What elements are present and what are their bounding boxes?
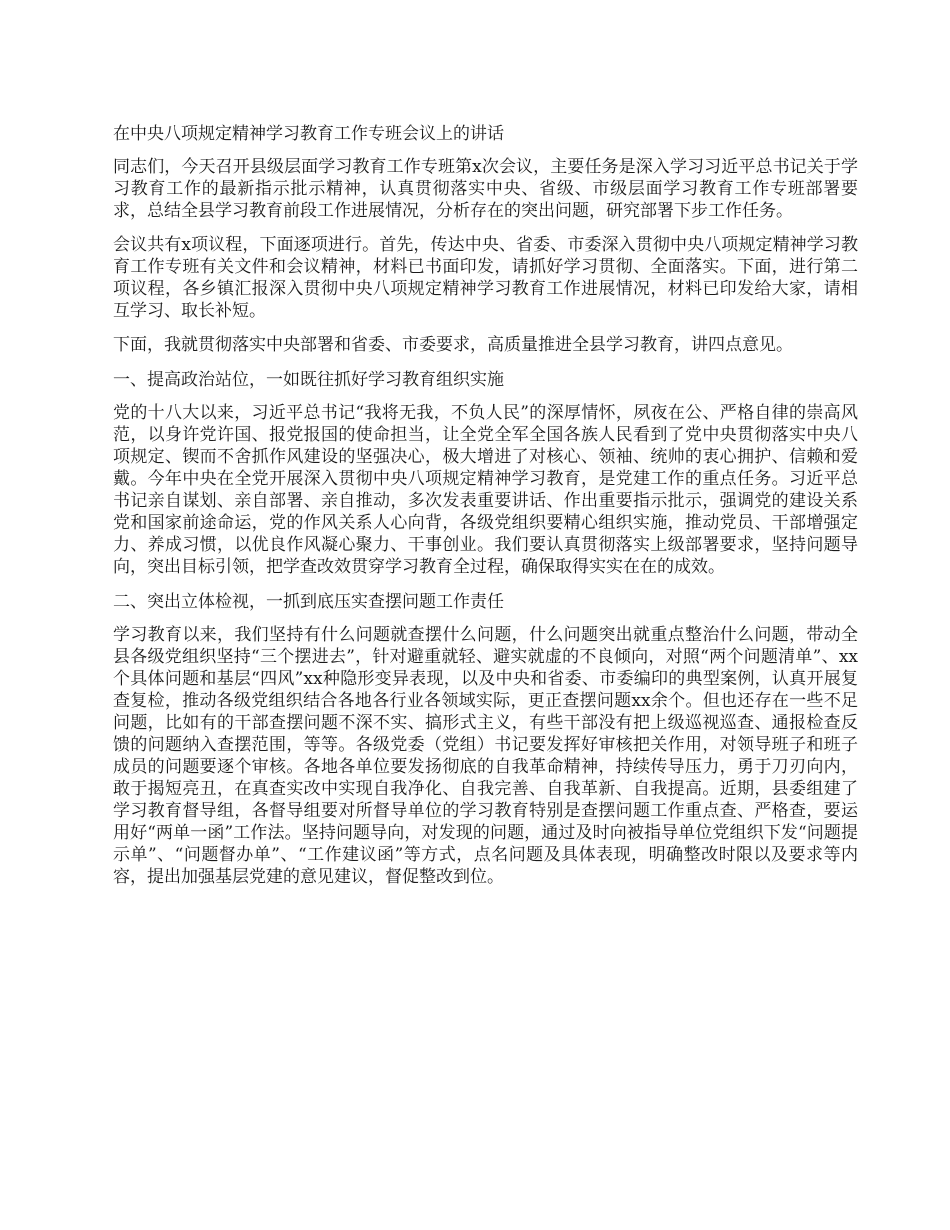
transition-paragraph: 下面，我就贯彻落实中央部署和省委、市委要求，高质量推进全县学习教育，讲四点意见。	[113, 335, 793, 355]
agenda-paragraph: 会议共有x项议程，下面逐项进行。首先，传达中央、省委、市委深入贯彻中央八项规定精神学习教育工作专班有关文件和会议精神，材料已书面印发，请抓好学习贯彻、全面落实。下面，进行第二项议程，各乡镇汇报深入贯彻中央八项规定精神学习教育工作进展情况，材料已印发给大家，请相互学习、取长补短。	[113, 235, 858, 321]
intro-paragraph: 同志们，今天召开县级层面学习教育工作专班第x次会议，主要任务是深入学习习近平总书记关于学习教育工作的最新指示批示精神，认真贯彻落实中央、省级、市级层面学习教育工作专班部署要求，总结全县学习教育前段工作进展情况，分析存在的突出问题，研究部署下步工作任务。	[113, 157, 858, 221]
section-1-heading: 一、提高政治站位，一如既往抓好学习教育组织实施	[113, 370, 504, 390]
section-1-body: 党的十八大以来，习近平总书记“我将无我，不负人民”的深厚情怀，夙夜在公、严格自律的崇高风范，以身许党许国、报党报国的使命担当，让全党全军全国各族人民看到了党中央贯彻落实中央八项规定、锲而不舍抓作风建设的坚强决心，极大增进了对核心、领袖、统帅的衷心拥护、信赖和爱戴。今年中央在全党开展深入贯彻中央八项规定精神学习教育，是党建工作的重点任务。习近平总书记亲自谋划、亲自部署、亲自推动，多次发表重要讲话、作出重要指示批示，强调党的建设关系党和国家前途命运，党的作风关系人心向背，各级党组织要精心组织实施，推动党员、干部增强定力、养成习惯，以优良作风凝心聚力、干事创业。我们要认真贯彻落实上级部署要求，坚持问题导向，突出目标引领，把学查改效贯穿学习教育全过程，确保取得实实在在的成效。	[113, 403, 858, 577]
section-2-body: 学习教育以来，我们坚持有什么问题就查摆什么问题，什么问题突出就重点整治什么问题，带动全县各级党组织坚持“三个摆进去”，针对避重就轻、避实就虚的不良倾向，对照“两个问题清单”、xx个具体问题和基层“四风”xx种隐形变异表现，以及中央和省委、市委编印的典型案例，认真开展复查复检，推动各级党组织结合各地各行业各领域实际，更正查摆问题xx余个。但也还存在一些不足问题，比如有的干部查摆问题不深不实、搞形式主义，有些干部没有把上级巡视巡查、通报检查反馈的问题纳入查摆范围，等等。各级党委（党组）书记要发挥好审核把关作用，对领导班子和班子成员的问题要逐个审核。各地各单位要发扬彻底的自我革命精神，持续传导压力，勇于刀刃向内，敢于揭短亮丑，在真查实改中实现自我净化、自我完善、自我革新、自我提高。近期，县委组建了学习教育督导组，各督导组要对所督导单位的学习教育特别是查摆问题工作重点查、严格查，要运用好“两单一函”工作法。坚持问题导向，对发现的问题，通过及时向被指导单位党组织下发“问题提示单”、“问题督办单”、“工作建议函”等方式，点名问题及具体表现，明确整改时限以及要求等内容，提出加强基层党建的意见建议，督促整改到位。	[113, 625, 858, 887]
document-page	[113, 122, 858, 900]
document-title: 在中央八项规定精神学习教育工作专班会议上的讲话	[113, 124, 504, 144]
section-2-heading: 二、突出立体检视，一抓到底压实查摆问题工作责任	[113, 592, 504, 612]
